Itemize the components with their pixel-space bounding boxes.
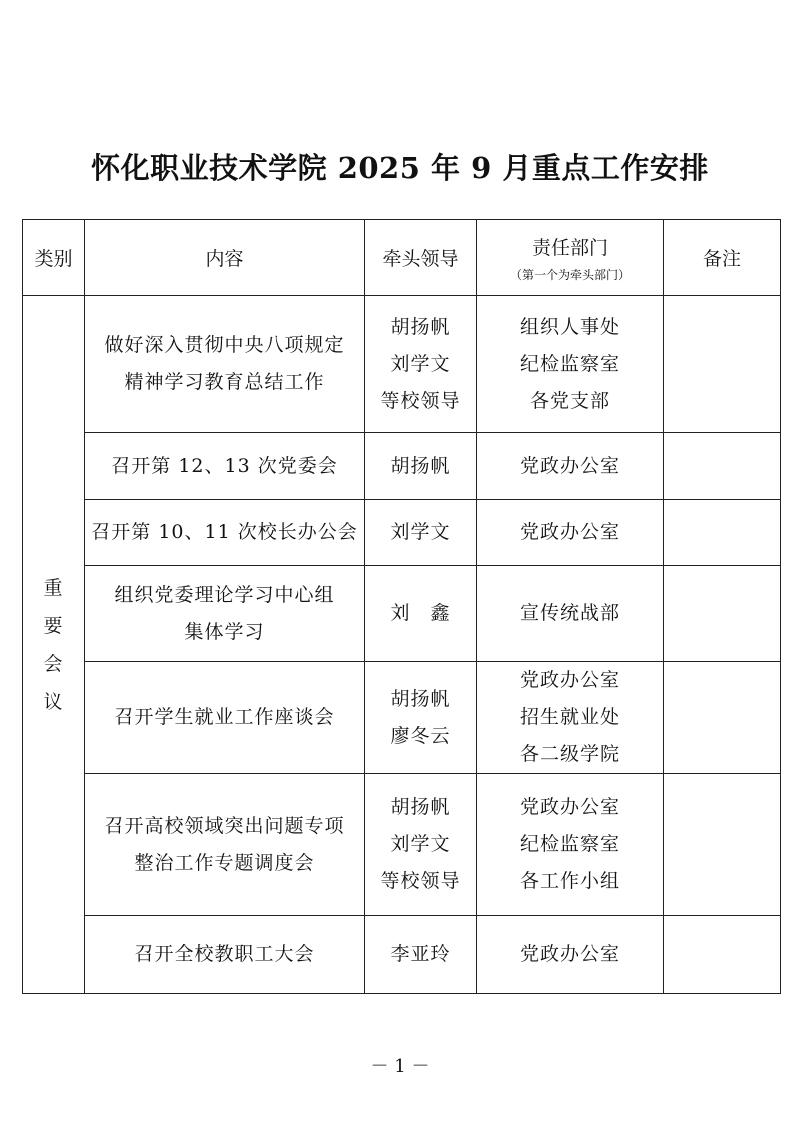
content-cell <box>85 662 365 774</box>
department-line: 各二级学院 <box>519 743 620 765</box>
work-plan-table <box>22 219 781 994</box>
table-row <box>23 433 781 500</box>
content-line: 召开全校教职工大会 <box>134 943 315 965</box>
content-cell <box>85 774 365 916</box>
leader-line: 胡扬帆 <box>390 454 451 477</box>
content-line: 召开第 12、13 次党委会 <box>111 454 338 477</box>
content-cell <box>85 566 365 662</box>
leader-line: 刘学文 <box>390 521 451 543</box>
header-department-label: 责任部门 <box>531 236 608 259</box>
remarks-cell <box>664 774 781 916</box>
leader-cell <box>365 500 477 566</box>
table-body <box>23 296 781 994</box>
content-line: 集体学习 <box>184 620 265 643</box>
department-cell <box>477 500 664 566</box>
table-header-row <box>23 220 781 296</box>
category-char: 会 <box>43 652 64 675</box>
department-cell <box>477 433 664 500</box>
content-line: 精神学习教育总结工作 <box>124 371 325 393</box>
leader-cell <box>365 296 477 433</box>
table-row <box>23 662 781 774</box>
header-remarks: 备注 <box>664 220 781 296</box>
leader-line: 刘学文 <box>390 352 451 375</box>
page-number: － 1 － <box>370 1056 430 1077</box>
category-char: 要 <box>43 614 64 637</box>
department-cell <box>477 566 664 662</box>
leader-line: 廖冬云 <box>390 724 451 747</box>
department-cell <box>477 774 664 916</box>
table-row <box>23 774 781 916</box>
category-char: 议 <box>43 690 64 713</box>
content-line: 组织党委理论学习中心组 <box>114 583 335 606</box>
department-cell <box>477 296 664 433</box>
remarks-cell <box>664 916 781 994</box>
document-title: 怀化职业技术学院 2025 年 9 月重点工作安排 <box>91 151 709 185</box>
leader-line: 刘学文 <box>390 833 451 855</box>
leader-cell <box>365 662 477 774</box>
content-line: 召开高校领域突出问题专项 <box>104 814 345 837</box>
header-leader: 牵头领导 <box>365 220 477 296</box>
department-line: 各党支部 <box>529 389 610 412</box>
department-line: 纪检监察室 <box>519 833 620 855</box>
remarks-cell <box>664 500 781 566</box>
leader-line: 李亚玲 <box>390 943 451 965</box>
content-cell <box>85 500 365 566</box>
leader-cell <box>365 774 477 916</box>
table-row <box>23 500 781 566</box>
header-department <box>477 220 664 296</box>
remarks-cell <box>664 662 781 774</box>
content-cell <box>85 916 365 994</box>
header-content: 内容 <box>85 220 365 296</box>
header-category: 类别 <box>23 220 85 296</box>
content-line: 召开第 10、11 次校长办公会 <box>91 521 358 543</box>
leader-line: 等校领导 <box>380 870 461 892</box>
leader-line: 胡扬帆 <box>390 796 451 818</box>
leader-cell <box>365 566 477 662</box>
content-cell <box>85 296 365 433</box>
department-line: 党政办公室 <box>519 669 620 691</box>
department-line: 组织人事处 <box>519 315 620 338</box>
department-line: 党政办公室 <box>519 454 620 477</box>
table-row <box>23 566 781 662</box>
department-line: 党政办公室 <box>519 796 620 818</box>
leader-line: 胡扬帆 <box>390 687 451 710</box>
department-cell <box>477 662 664 774</box>
category-cell <box>23 296 85 994</box>
table-row <box>23 916 781 994</box>
leader-line: 刘 鑫 <box>390 602 451 624</box>
leader-cell <box>365 433 477 500</box>
department-line: 各工作小组 <box>519 870 620 892</box>
department-line: 纪检监察室 <box>519 352 620 375</box>
content-line: 做好深入贯彻中央八项规定 <box>104 334 345 356</box>
leader-line: 胡扬帆 <box>390 315 451 338</box>
leader-cell <box>365 916 477 994</box>
department-cell <box>477 916 664 994</box>
header-department-note: （第一个为牵头部门） <box>509 267 630 282</box>
department-line: 招生就业处 <box>519 706 620 728</box>
remarks-cell <box>664 566 781 662</box>
content-line: 整治工作专题调度会 <box>134 851 315 874</box>
remarks-cell <box>664 433 781 500</box>
remarks-cell <box>664 296 781 433</box>
table-row <box>23 296 781 433</box>
department-line: 党政办公室 <box>519 521 620 543</box>
leader-line: 等校领导 <box>380 389 461 412</box>
content-line: 召开学生就业工作座谈会 <box>114 706 335 728</box>
category-char: 重 <box>43 576 64 599</box>
department-line: 宣传统战部 <box>519 602 620 624</box>
department-line: 党政办公室 <box>519 943 620 965</box>
content-cell <box>85 433 365 500</box>
